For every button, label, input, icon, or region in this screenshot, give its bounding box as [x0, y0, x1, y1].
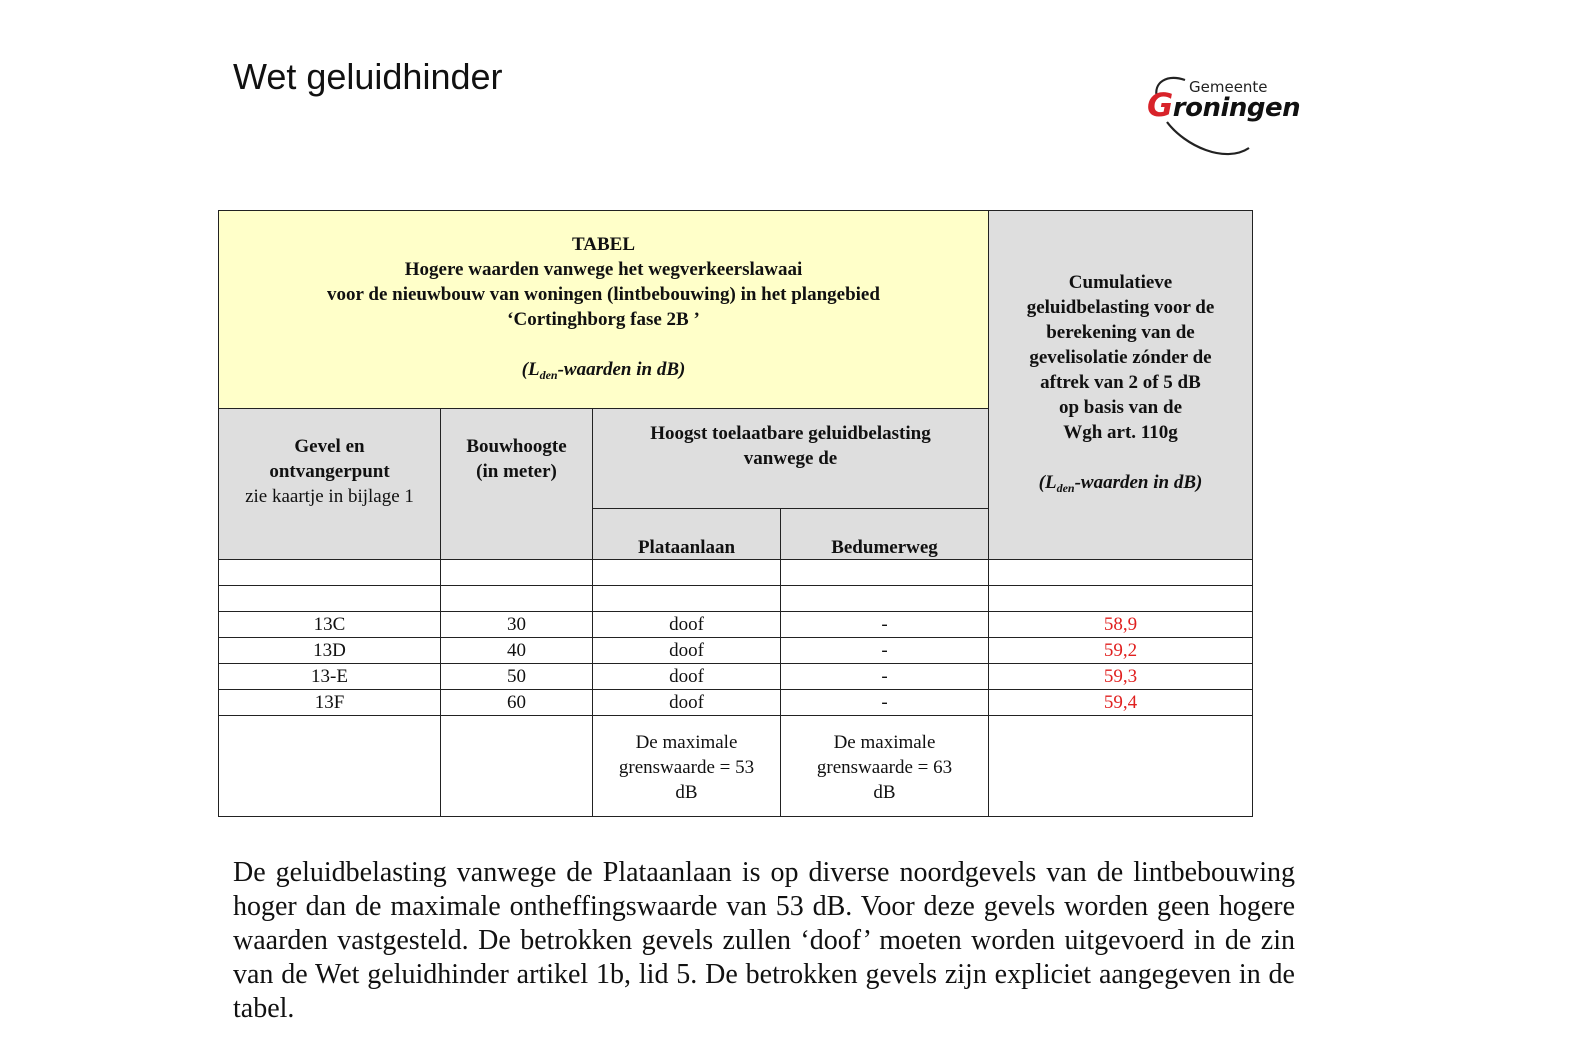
cumulative-unit: ($L_{den}$-waarden in dB) [1038, 471, 1203, 495]
cell-bedumerweg: - [781, 690, 989, 716]
gemeente-groningen-logo [1145, 74, 1305, 158]
cell-cumulatief: 59,4 [989, 690, 1253, 716]
cumulative-line-4: gevelisolatie zónder de [1029, 346, 1212, 368]
logo-rest: roningen [1172, 93, 1301, 123]
cell-plataanlaan: doof [593, 664, 781, 690]
table-row [219, 690, 1253, 716]
table-row-empty [219, 586, 1253, 612]
table-row-empty [219, 560, 1253, 586]
cumulative-line-7: Wgh art. 110g [1063, 421, 1178, 443]
noise-table [218, 210, 1253, 817]
hoogte-header-1: Bouwhoogte [466, 436, 567, 457]
cumulative-line-3: berekening van de [1046, 321, 1195, 343]
table-subtitle-1: Hogere waarden vanwege het wegverkeerslawaai [404, 258, 803, 280]
hoogte-header-2: (in meter) [476, 461, 557, 482]
cell-plataanlaan: doof [593, 612, 781, 638]
hoogst-header-2: vanwege de [743, 448, 838, 469]
cell-hoogte: 30 [441, 612, 593, 638]
cumulative-line-2: geluidbelasting voor de [1026, 296, 1215, 318]
cell-hoogte: 50 [441, 664, 593, 690]
cell-bedumerweg: - [781, 664, 989, 690]
cell-bedumerweg: - [781, 638, 989, 664]
gevel-header-3: zie kaartje in bijlage 1 [245, 486, 414, 507]
cell-hoogte: 60 [441, 690, 593, 716]
logo-main-text [1147, 86, 1300, 124]
cell-cumulatief: 59,2 [989, 638, 1253, 664]
cell-plataanlaan: doof [593, 690, 781, 716]
hoogst-header-1: Hoogst toelaatbare geluidbelasting [650, 423, 931, 444]
logo-top-text: Gemeente [1189, 78, 1268, 96]
table-row-notes [219, 716, 1253, 817]
cell-gevel: 13F [219, 690, 441, 716]
logo-initial: G [1147, 86, 1173, 124]
body-paragraph: De geluidbelasting vanwege de Plataanlaan is op diverse noordgevels van de lintbebouwing hoger dan de maximale ontheffingswaarde van 53 dB. Voor deze gevels worden geen hogere waarden vastgesteld. De betrokken gevels zullen ‘doof’ moeten worden uitgevoerd in de zin van de Wet geluidhinder artikel 1b, lid 5. De betrokken gevels zijn expliciet aangegeven in de tabel. [233, 857, 1295, 1024]
table-title-cell [219, 211, 989, 409]
hoogte-header-cell [441, 409, 593, 560]
table-unit: ($L_{den}$-waarden in dB) [521, 358, 686, 382]
table-row [219, 612, 1253, 638]
note-bedumerweg: De maximale grenswaarde = 63 dB [781, 716, 989, 817]
table-title: TABEL [571, 233, 635, 255]
gevel-header-cell [219, 409, 441, 560]
cell-cumulatief: 58,9 [989, 612, 1253, 638]
cell-gevel: 13C [219, 612, 441, 638]
cell-gevel: 13-E [219, 664, 441, 690]
plataanlaan-header: Plataanlaan [593, 509, 781, 560]
cell-gevel: 13D [219, 638, 441, 664]
cumulative-line-1: Cumulatieve [1068, 271, 1173, 293]
gevel-header-1: Gevel en [294, 436, 365, 457]
cumulative-line-5: aftrek van 2 of 5 dB [1040, 371, 1201, 393]
note-plataanlaan: De maximale grenswaarde = 53 dB [593, 716, 781, 817]
cell-plataanlaan: doof [593, 638, 781, 664]
table-subtitle-3: ‘Cortinghborg fase 2B ’ [507, 308, 700, 330]
cell-cumulatief: 59,3 [989, 664, 1253, 690]
gevel-header-2: ontvangerpunt [269, 461, 390, 482]
page-title: Wet geluidhinder [233, 56, 503, 97]
cell-bedumerweg: - [781, 612, 989, 638]
bedumerweg-header: Bedumerweg [781, 509, 989, 560]
table-row [219, 638, 1253, 664]
cell-hoogte: 40 [441, 638, 593, 664]
table-subtitle-2: voor de nieuwbouw van woningen (lintbebouwing) in het plangebied [327, 283, 880, 305]
cumulative-header-cell [989, 211, 1253, 560]
cumulative-line-6: op basis van de [1058, 396, 1183, 418]
table-row [219, 664, 1253, 690]
hoogst-header-cell [593, 409, 989, 509]
